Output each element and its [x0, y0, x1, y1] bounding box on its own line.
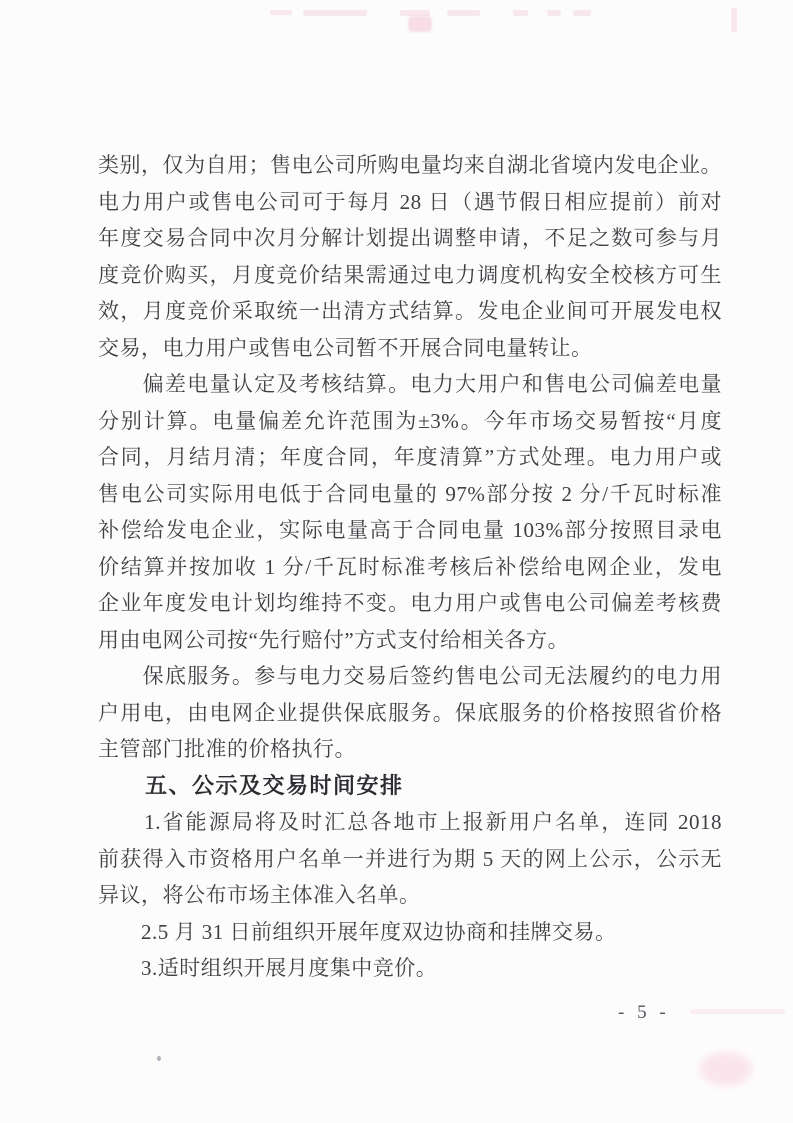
section-heading: 五、公示及交易时间安排	[98, 772, 404, 798]
scan-speck	[157, 1056, 161, 1061]
text-line: 价结算并按加收 1 分/千瓦时标准考核后补偿给电网企业，发电	[98, 554, 722, 579]
bleed-mark	[513, 10, 528, 16]
text-line: 年度交易合同中次月分解计划提出调整申请，不足之数可参与月	[98, 226, 722, 250]
document-body	[98, 147, 722, 987]
text-line: 户用电，由电网企业提供保底服务。保底服务的价格按照省价格	[98, 700, 722, 725]
text-line: 补偿给发电企业，实际电量高于合同电量 103%部分按照目录电	[98, 518, 722, 542]
bleed-mark	[303, 10, 367, 16]
bleed-smudge	[700, 1052, 752, 1086]
bleed-mark	[573, 10, 591, 16]
text-line: 电力用户或售电公司可于每月 28 日（遇节假日相应提前）前对	[98, 189, 722, 214]
text-line: 偏差电量认定及考核结算。电力大用户和售电公司偏差电量	[98, 372, 722, 396]
text-line: 用由电网公司按“先行赔付”方式支付给相关各方。	[98, 627, 570, 652]
page-number: - 5 -	[618, 1002, 670, 1023]
bleed-mark	[447, 10, 480, 16]
text-line: 1.省能源局将及时汇总各地市上报新用户名单，连同 2018	[98, 810, 722, 834]
bleed-mark	[270, 10, 292, 15]
text-line: 3.适时组织开展月度集中竞价。	[98, 956, 438, 980]
text-line: 保底服务。参与电力交易后签约售电公司无法履约的电力用	[98, 664, 722, 688]
bleed-mark	[547, 10, 561, 16]
text-line: 2.5 月 31 日前组织开展年度双边协商和挂牌交易。	[98, 919, 617, 944]
text-line: 前获得入市资格用户名单一并进行为期 5 天的网上公示，公示无	[98, 846, 722, 871]
text-line: 类别，仅为自用；售电公司所购电量均来自湖北省境内发电企业。	[98, 153, 722, 177]
text-line: 售电公司实际用电低于合同电量的 97%部分按 2 分/千瓦时标准	[98, 481, 722, 506]
bleed-mark	[690, 1009, 785, 1014]
text-line: 合同，月结月清；年度合同，年度清算”方式处理。电力用户或	[98, 445, 722, 469]
text-line: 分别计算。电量偏差允许范围为±3%。今年市场交易暂按“月度	[98, 408, 722, 433]
text-line: 效，月度竞价采取统一出清方式结算。发电企业间可开展发电权	[98, 299, 722, 323]
text-line: 交易，电力用户或售电公司暂不开展合同电量转让。	[98, 335, 593, 360]
text-line: 主管部门批准的价格执行。	[98, 737, 356, 761]
text-line: 度竞价购买，月度竞价结果需通过电力调度机构安全校核方可生	[98, 262, 722, 287]
text-line: 企业年度发电计划均维持不变。电力用户或售电公司偏差考核费	[98, 591, 722, 615]
text-line: 异议，将公布市场主体准入名单。	[98, 883, 421, 907]
bleed-mark	[408, 16, 432, 32]
bleed-mark	[731, 8, 737, 32]
